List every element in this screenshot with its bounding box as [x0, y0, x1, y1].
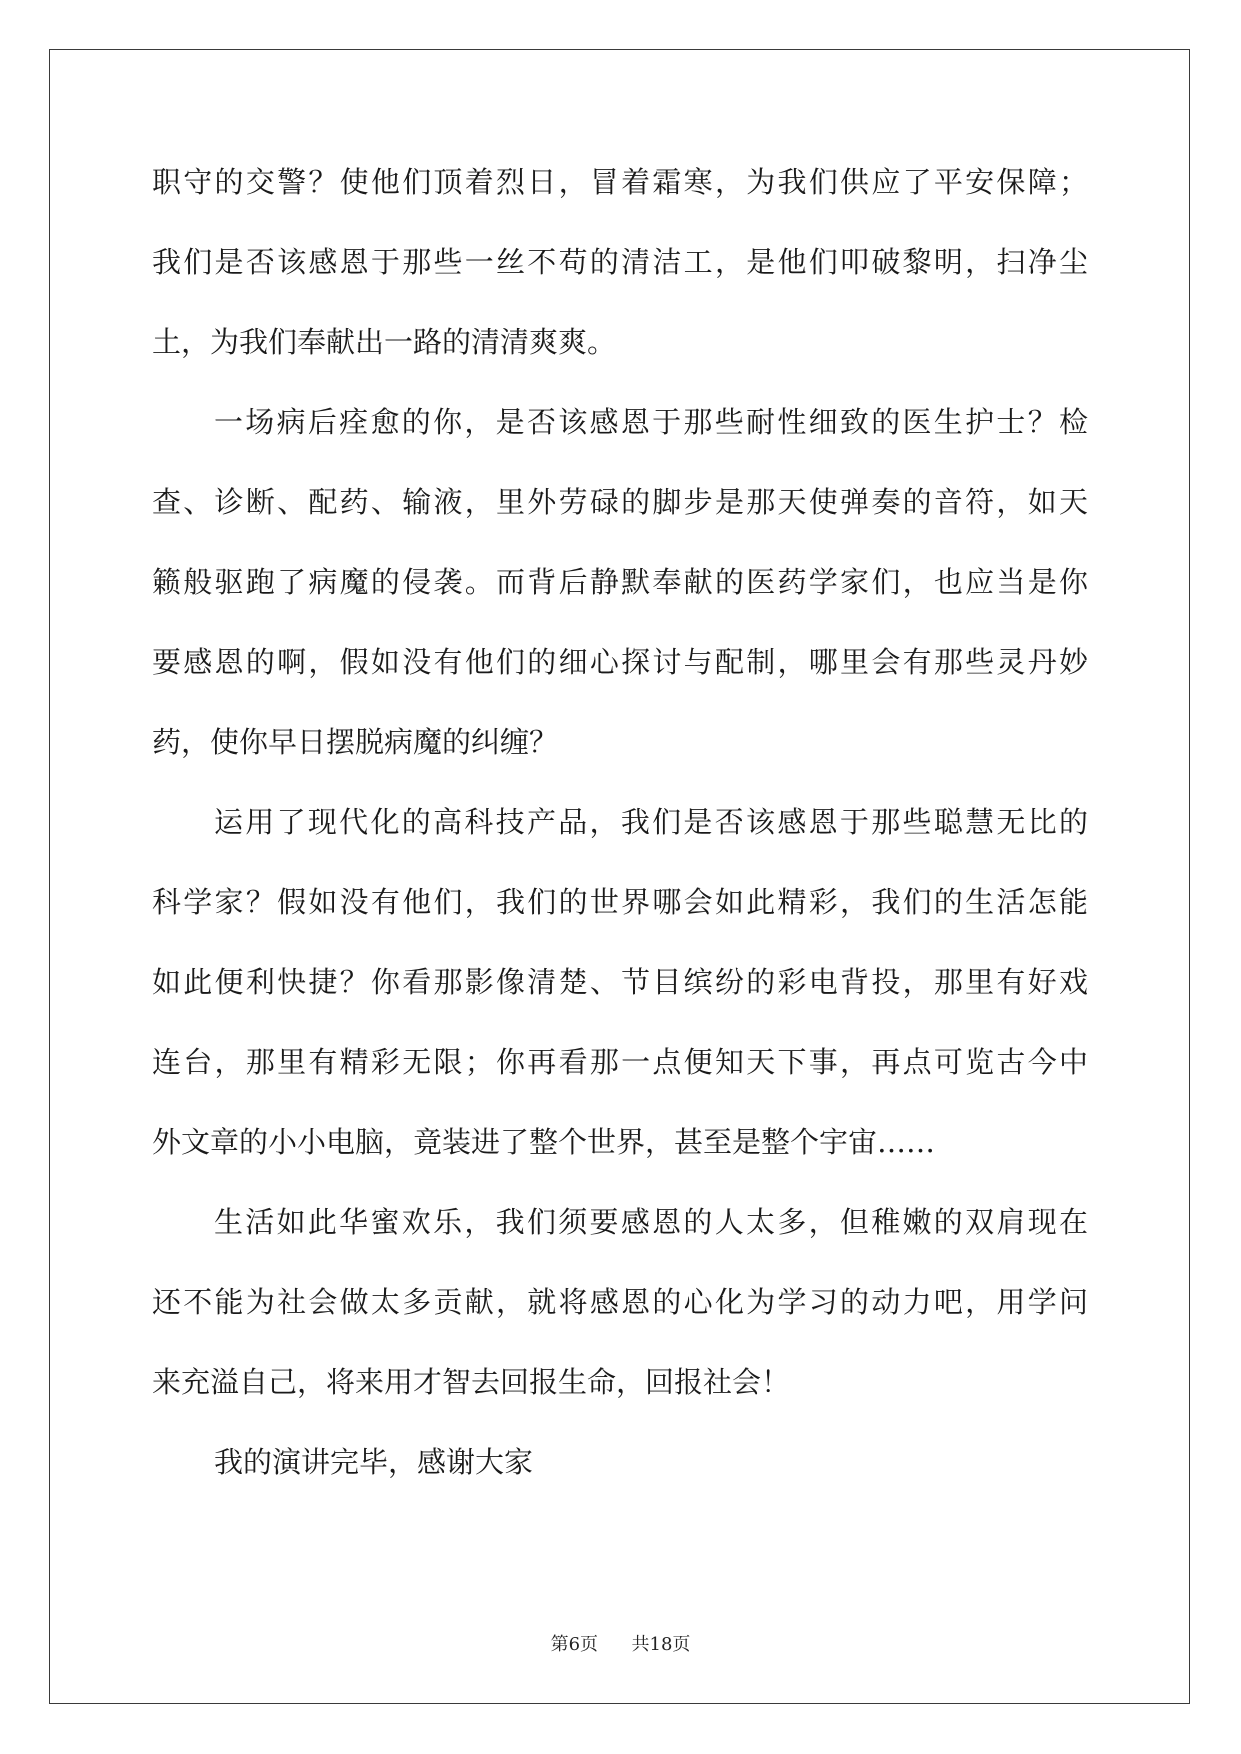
text-line: 外文章的小小电脑，竟装进了整个世界，甚至是整个宇宙……	[152, 1125, 936, 1159]
page-footer	[0, 1630, 1241, 1656]
text-line: 连台，那里有精彩无限；你再看那一点便知天下事，再点可览古今中	[152, 1045, 1088, 1079]
text-line: 一场病后痊愈的你，是否该感恩于那些耐性细致的医生护士？检	[214, 405, 1088, 439]
text-line: 还不能为社会做太多贡献，就将感恩的心化为学习的动力吧，用学问	[152, 1285, 1088, 1319]
page-number-total: 共18页	[631, 1634, 691, 1655]
text-line: 来充溢自己，将来用才智去回报生命，回报社会！	[152, 1365, 791, 1399]
text-line: 运用了现代化的高科技产品，我们是否该感恩于那些聪慧无比的	[214, 805, 1088, 839]
text-line: 我的演讲完毕，感谢大家	[214, 1445, 534, 1479]
text-line: 如此便利快捷？你看那影像清楚、节目缤纷的彩电背投，那里有好戏	[152, 965, 1088, 999]
page-number-current: 第6页	[550, 1634, 599, 1655]
text-line: 要感恩的啊，假如没有他们的细心探讨与配制，哪里会有那些灵丹妙	[152, 645, 1088, 679]
text-line: 职守的交警？使他们顶着烈日，冒着霜寒，为我们供应了平安保障；	[152, 165, 1088, 199]
text-line: 科学家？假如没有他们，我们的世界哪会如此精彩，我们的生活怎能	[152, 885, 1088, 919]
text-line: 查、诊断、配药、输液，里外劳碌的脚步是那天使弹奏的音符，如天	[152, 485, 1088, 519]
document-body	[152, 152, 1088, 1512]
text-line: 药，使你早日摆脱病魔的纠缠？	[152, 725, 559, 759]
text-line: 土，为我们奉献出一路的清清爽爽。	[152, 325, 617, 359]
text-line: 我们是否该感恩于那些一丝不苟的清洁工，是他们叩破黎明，扫净尘	[152, 245, 1088, 279]
text-line: 生活如此华蜜欢乐，我们须要感恩的人太多，但稚嫩的双肩现在	[214, 1205, 1088, 1239]
text-line: 籁般驱跑了病魔的侵袭。而背后静默奉献的医药学家们，也应当是你	[152, 565, 1088, 599]
